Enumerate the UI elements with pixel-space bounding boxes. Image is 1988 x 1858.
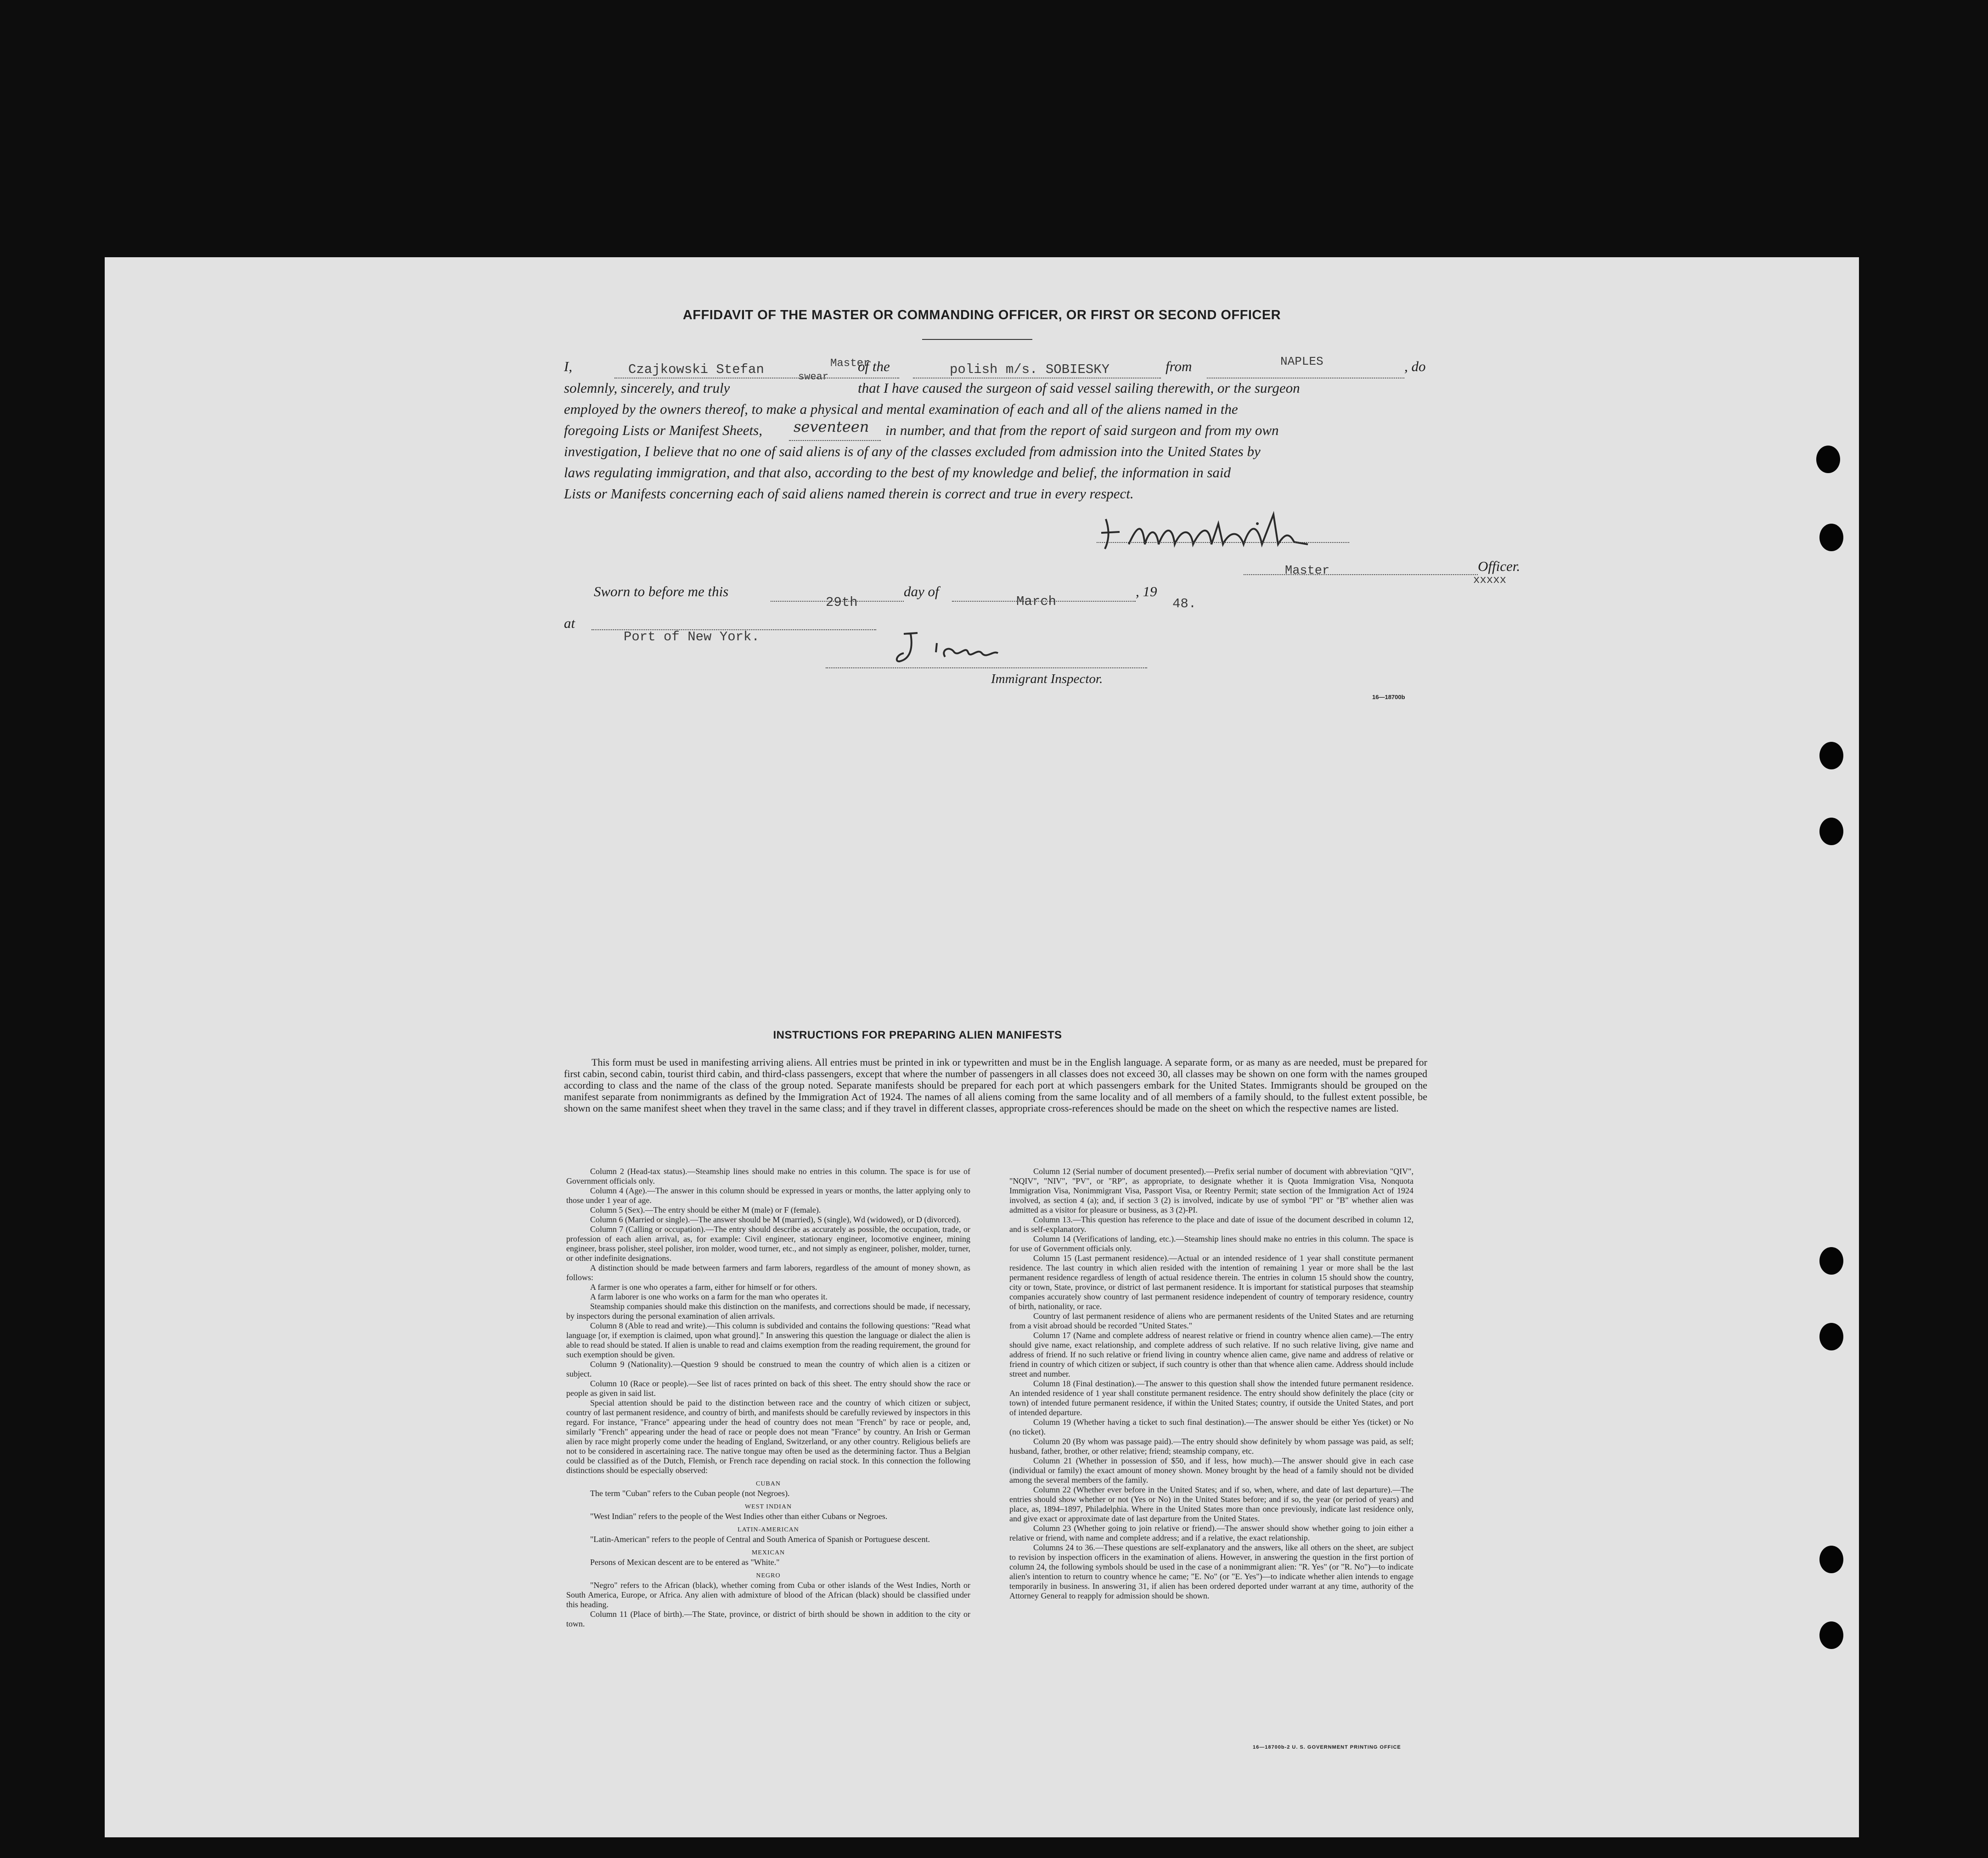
place-typed: Port of New York. <box>624 629 760 644</box>
cuban-heading: CUBAN <box>755 1480 781 1487</box>
col18-text: Column 18 (Final destination).—The answer to this question shall show the intended future permanent residence. An intended residence of 1 year shall constitute permanent residence. The entry should show definitely the place (city or town) of intended future permanent residence, if within the United States; country, if outside the United States, and port of intended departure. <box>1009 1379 1414 1417</box>
farm-laborer-text: A farm laborer is one who works on a farm for the man who operates it. <box>590 1292 828 1301</box>
line3: employed by the owners thereof, to make a physical and mental examination of each and all of the aliens named in the <box>564 401 1238 417</box>
right-column <box>1009 1167 1414 1601</box>
binder-hole <box>1816 446 1840 473</box>
of-the-label: of the <box>858 358 890 374</box>
col23-text: Column 23 (Whether going to join relative or friend).—The answer should show whether going to join either a relative or friend, with name and complete address; and if a relative, the exact relationship. <box>1009 1524 1414 1542</box>
swear-typed: swear <box>798 371 829 383</box>
rank-typed: Master <box>830 357 870 370</box>
farmer-text: A farmer is one who operates a farm, either for himself or for others. <box>590 1282 817 1292</box>
signature-line <box>1097 542 1349 543</box>
negro-heading: NEGRO <box>756 1572 781 1579</box>
title-underline <box>922 339 1032 340</box>
col7-text: Column 7 (Calling or occupation).—The entry should describe as accurately as possible, the occupation, trade, or profession of each alien arrival, as, for example: Civil engineer, stationary engineer, locomotive engineer, mining engineer, brass polisher, steel polisher, iron molder, wood turner, etc., and not simply as engineer, polisher, molder, turner, or other indefinite designations. <box>566 1225 970 1263</box>
col11-text: Column 11 (Place of birth).—The State, province, or district of birth should be shown in addition to the city or town. <box>566 1610 970 1628</box>
binder-hole <box>1819 524 1843 551</box>
left-column <box>566 1167 970 1629</box>
officer-title-typed: Master <box>1285 564 1330 578</box>
col15-text: Column 15 (Last permanent residence).—Actual or an intended residence of 1 year shall constitute permanent residence. The last country in which alien resided with the intention of remaining 1 year or more shall be the last permanent residence regardless of length of actual residence therein. The entries in column 15 should show the country, city or town, State, province, or district of last permanent residence. It is important for statistical purposes that steamship companies accurately show country of last permanent residence independent of country of temporary residence, country of birth, nationality, or race. <box>1009 1254 1414 1311</box>
west-indian-heading: WEST INDIAN <box>744 1503 792 1510</box>
day-typed: 29th <box>826 595 858 610</box>
col22-text: Column 22 (Whether ever before in the United States; and if so, when, where, and date of last departure).—The entries should show whether or not (Yes or No) in the United States before; and if so, the year (or period of years) and place, as, 1894–1897, Philadelphia. Where in the United States more than once previously, indicate last residence only, and give exact or approximate date of last departure from the United States. <box>1009 1485 1414 1523</box>
col6-text: Column 6 (Married or single).—The answer should be M (married), S (single), Wd (widowed), or D (divorced). <box>590 1215 961 1224</box>
count-handwritten: seventeen <box>794 418 869 435</box>
col19-text: Column 19 (Whether having a ticket to such final destination).—The answer should be either Yes (ticket) or No (no ticket). <box>1009 1418 1414 1436</box>
col2-text: Column 2 (Head-tax status).—Steamship lines should make no entries in this column. The space is for use of Government officials only. <box>566 1167 970 1186</box>
affidavit-title: AFFIDAVIT OF THE MASTER OR COMMANDING OFFICER, OR FIRST OR SECOND OFFICER <box>682 308 1281 322</box>
inspector-signature <box>885 625 1032 671</box>
line2-post: that I have caused the surgeon of said vessel sailing therewith, or the surgeon <box>858 380 1300 396</box>
binder-hole <box>1819 1323 1843 1350</box>
binder-hole <box>1819 1247 1843 1275</box>
month-typed: March <box>1016 594 1057 609</box>
master-signature <box>1092 505 1349 556</box>
from-label: from <box>1166 358 1192 374</box>
west-indian-text: "West Indian" refers to the people of the West Indies other than either Cubans or Negroes. <box>590 1512 888 1521</box>
line4-pre: foregoing Lists or Manifest Sheets, <box>564 422 762 438</box>
sworn-pre: Sworn to before me this <box>594 583 729 599</box>
mexican-heading: MEXICAN <box>751 1549 785 1556</box>
day-of-label: day of <box>904 583 939 599</box>
latin-american-heading: LATIN-AMERICAN <box>738 1526 799 1533</box>
line5: investigation, I believe that no one of said aliens is of any of the classes excluded from admission into the United States by <box>564 443 1261 459</box>
do-label: , do <box>1404 358 1426 374</box>
binder-hole <box>1819 1621 1843 1649</box>
form-number: 16—18700b <box>1372 694 1405 700</box>
residence-text: Country of last permanent residence of aliens who are permanent residents of the United States and are returning from a visit abroad should be recorded "United States." <box>1009 1311 1414 1330</box>
latin-american-text: "Latin-American" refers to the people of Central and South America of Spanish or Portuguese descent. <box>590 1535 930 1544</box>
year-typed: 48. <box>1172 596 1197 611</box>
instructions-intro: This form must be used in manifesting arriving aliens. All entries must be printed in ink or typewritten and must be in the English language. A separate form, or as many as are needed, must be prepared for first cabin, second cabin, tourist third cabin, and third-class passengers, except that where the number of passengers in all classes does not exceed 30, all classes may be shown on one form with the names grouped according to class and the name of the class of the group noted. Separate manifests should be prepared for each port at which passengers embark for the United States. Immigrants should be grouped on the manifest separate from nonimmigrants as defined by the Immigration Act of 1924. The names of all aliens coming from the same locality and of all members of a family should, to the fullest extent possible, be shown on the same manifest sheet when they travel in the same class; and if they travel in different classes, appropriate cross-references should be made on the sheet on which the respective names are listed. <box>564 1056 1427 1114</box>
col4-text: Column 4 (Age).—The answer in this column should be expressed in years or months, the latter applying only to those under 1 year of age. <box>566 1186 970 1205</box>
binder-hole <box>1819 742 1843 769</box>
vessel-typed: polish m/s. SOBIESKY <box>950 362 1110 377</box>
line7: Lists or Manifests concerning each of said aliens named therein is correct and true in every respect. <box>564 486 1134 502</box>
master-name-typed: Czajkowski Stefan <box>628 362 764 377</box>
instructions-title: INSTRUCTIONS FOR PREPARING ALIEN MANIFESTS <box>773 1029 1062 1041</box>
steamship-distinction-text: Steamship companies should make this distinction on the manifests, and corrections should be made, if necessary, by inspectors during the personal examination of alien arrivals. <box>566 1302 970 1321</box>
officer-label: Officer. <box>1478 558 1521 574</box>
negro-text: "Negro" refers to the African (black), whether coming from Cuba or other islands of the West Indies, North or South America, Europe, or Africa. Any alien with admixture of blood of the African (black) should be classified under this heading. <box>566 1581 970 1609</box>
col14-text: Column 14 (Verifications of landing, etc.).—Steamship lines should make no entries in this column. The space is for use of Government officials only. <box>1009 1234 1414 1253</box>
col12-text: Column 12 (Serial number of document presented).—Prefix serial number of document with abbreviation "QIV", "NQIV", "NIV", "PV", or "RP", as appropriate, to designate whether it is Quota Immigration Visa, Nonquota Immigration Visa, Nonimmigrant Visa, Passport Visa, or Reentry Permit; state section of the Immigration Act of 1924 involved, as section 4 (a); and, if section 3 (2) is involved, indicate by use of symbol "PI" or "B" whether alien was admitted as a visitor for pleasure or business, as 3 (2)-PI. <box>1009 1167 1414 1214</box>
binder-hole <box>1819 818 1843 845</box>
col20-text: Column 20 (By whom was passage paid).—The entry should show definitely by whom passage was paid, as self; husband, father, brother, or other relative; friend; steamship company, etc. <box>1009 1437 1414 1456</box>
at-label: at <box>564 615 575 631</box>
col9-text: Column 9 (Nationality).—Question 9 should be construed to mean the country of which alien is a citizen or subject. <box>566 1360 970 1378</box>
col10-text: Column 10 (Race or people).—See list of races printed on back of this sheet. The entry should show the race or people as given in said list. <box>566 1379 970 1398</box>
officer-struck: xxxxx <box>1473 574 1507 587</box>
race-attention-text: Special attention should be paid to the distinction between race and the country of which citizen or subject, country of last permanent residence, and country of birth, and manifests should be carefully reviewed by inspectors in this regard. For instance, "France" appearing under the head of country does not mean "French" by race or people, and, similarly "French" appearing under the head of race or people does not mean "France" by country. An Irish or German alien by race might properly come under the heading of England, Switzerland, or any other country. Religious beliefs are not to be considered in ascertaining race. The native tongue may often be used as the determining factor. Thus a Belgian could be classified as of the Dutch, Flemish, or French race depending on racial stock. In this connection the following distinctions should be especially observed: <box>566 1398 970 1475</box>
col5-text: Column 5 (Sex).—The entry should be either M (male) or F (female). <box>590 1205 821 1214</box>
col21-text: Column 21 (Whether in possession of $50, and if less, how much).—The answer should give in each case (individual or family) the exact amount of money shown. Money brought by the head of a family should not be divided among the several members of the family. <box>1009 1456 1414 1485</box>
col8-text: Column 8 (Able to read and write).—This column is subdivided and contains the following questions: "Read what language [or, if exemption is claimed, upon what ground]." In answering this question the language or dialect the alien is able to read should be stated. If alien is unable to read and claims exemption from the reading requirement, the ground for such exemption should be given. <box>566 1321 970 1359</box>
affidavit-i: I, <box>564 358 573 374</box>
cols24-36-text: Columns 24 to 36.—These questions are self-explanatory and the answers, like all others on the sheet, are subject to revision by inspection officers in the examination of aliens. However, in answering the question in the first portion of column 24, the following symbols should be used in the case of a nonimmigrant alien: "R. Yes" (or "R. No")—to indicate alien's intention to return to country whence he came; "E. No" (or "E. Yes")—to indicate whether alien intends to engage temporarily in business. In answering 31, if alien has been ordered deported under warrant at any time, authority of the Attorney General to reapply for admission should be shown. <box>1009 1543 1414 1600</box>
officer-title-blank <box>1244 574 1478 575</box>
port-typed: NAPLES <box>1280 355 1323 368</box>
col13-text: Column 13.—This question has reference to the place and date of issue of the document described in column 12, and is self-explanatory. <box>1009 1215 1414 1234</box>
inspector-label: Immigrant Inspector. <box>991 672 1103 686</box>
col17-text: Column 17 (Name and complete address of nearest relative or friend in country whence alien came).—The entry should give name, exact relationship, and complete address of such relative. If no such relative living, give name and address of friend. If no such relative or friend living in country whence alien came, give name and address of relative or friend in country of which citizen or subject, if such country is other than that whence alien came. Address should include street and number. <box>1009 1331 1414 1378</box>
line4-post: in number, and that from the report of said surgeon and from my own <box>885 422 1279 438</box>
line2-pre: solemnly, sincerely, and truly <box>564 380 730 396</box>
document-page <box>105 257 1859 1837</box>
year-prefix: , 19 <box>1136 583 1157 599</box>
mexican-text: Persons of Mexican descent are to be entered as "White." <box>590 1558 780 1567</box>
line6: laws regulating immigration, and that also, according to the best of my knowledge and belief, the information in said <box>564 464 1231 480</box>
binder-hole <box>1819 1546 1843 1573</box>
footer-printing-office: 16—18700b-2 U. S. GOVERNMENT PRINTING OFFICE <box>1253 1745 1401 1750</box>
cuban-text: The term "Cuban" refers to the Cuban people (not Negroes). <box>590 1489 790 1498</box>
farm-distinction-text: A distinction should be made between farmers and farm laborers, regardless of the amount of money shown, as follows: <box>566 1263 970 1282</box>
